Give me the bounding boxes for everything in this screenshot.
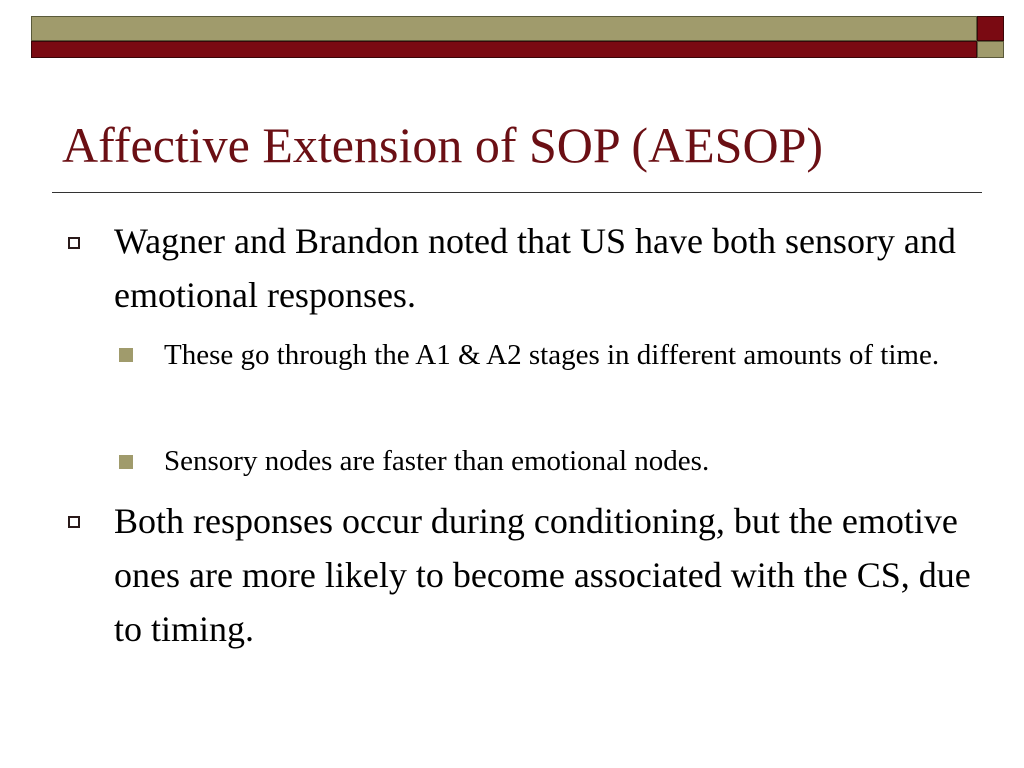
bullet-item-level2: These go through the A1 & A2 stages in different amounts of time. xyxy=(164,339,940,371)
filled-square-bullet-icon xyxy=(119,348,133,362)
bullet-item-level1: Wagner and Brandon noted that US have both sensory and emotional responses. xyxy=(114,221,956,315)
filled-square-bullet-icon xyxy=(119,455,133,469)
bullet-item-level1: Both responses occur during conditioning, but the emotive ones are more likely to become associated with the CS, due to timing. xyxy=(114,501,971,649)
bullet-item-level2: Sensory nodes are faster than emotional nodes. xyxy=(164,445,710,477)
hollow-square-bullet-icon xyxy=(68,237,80,249)
hollow-square-bullet-icon xyxy=(68,516,80,528)
slide-title: Affective Extension of SOP (AESOP) xyxy=(62,117,824,173)
